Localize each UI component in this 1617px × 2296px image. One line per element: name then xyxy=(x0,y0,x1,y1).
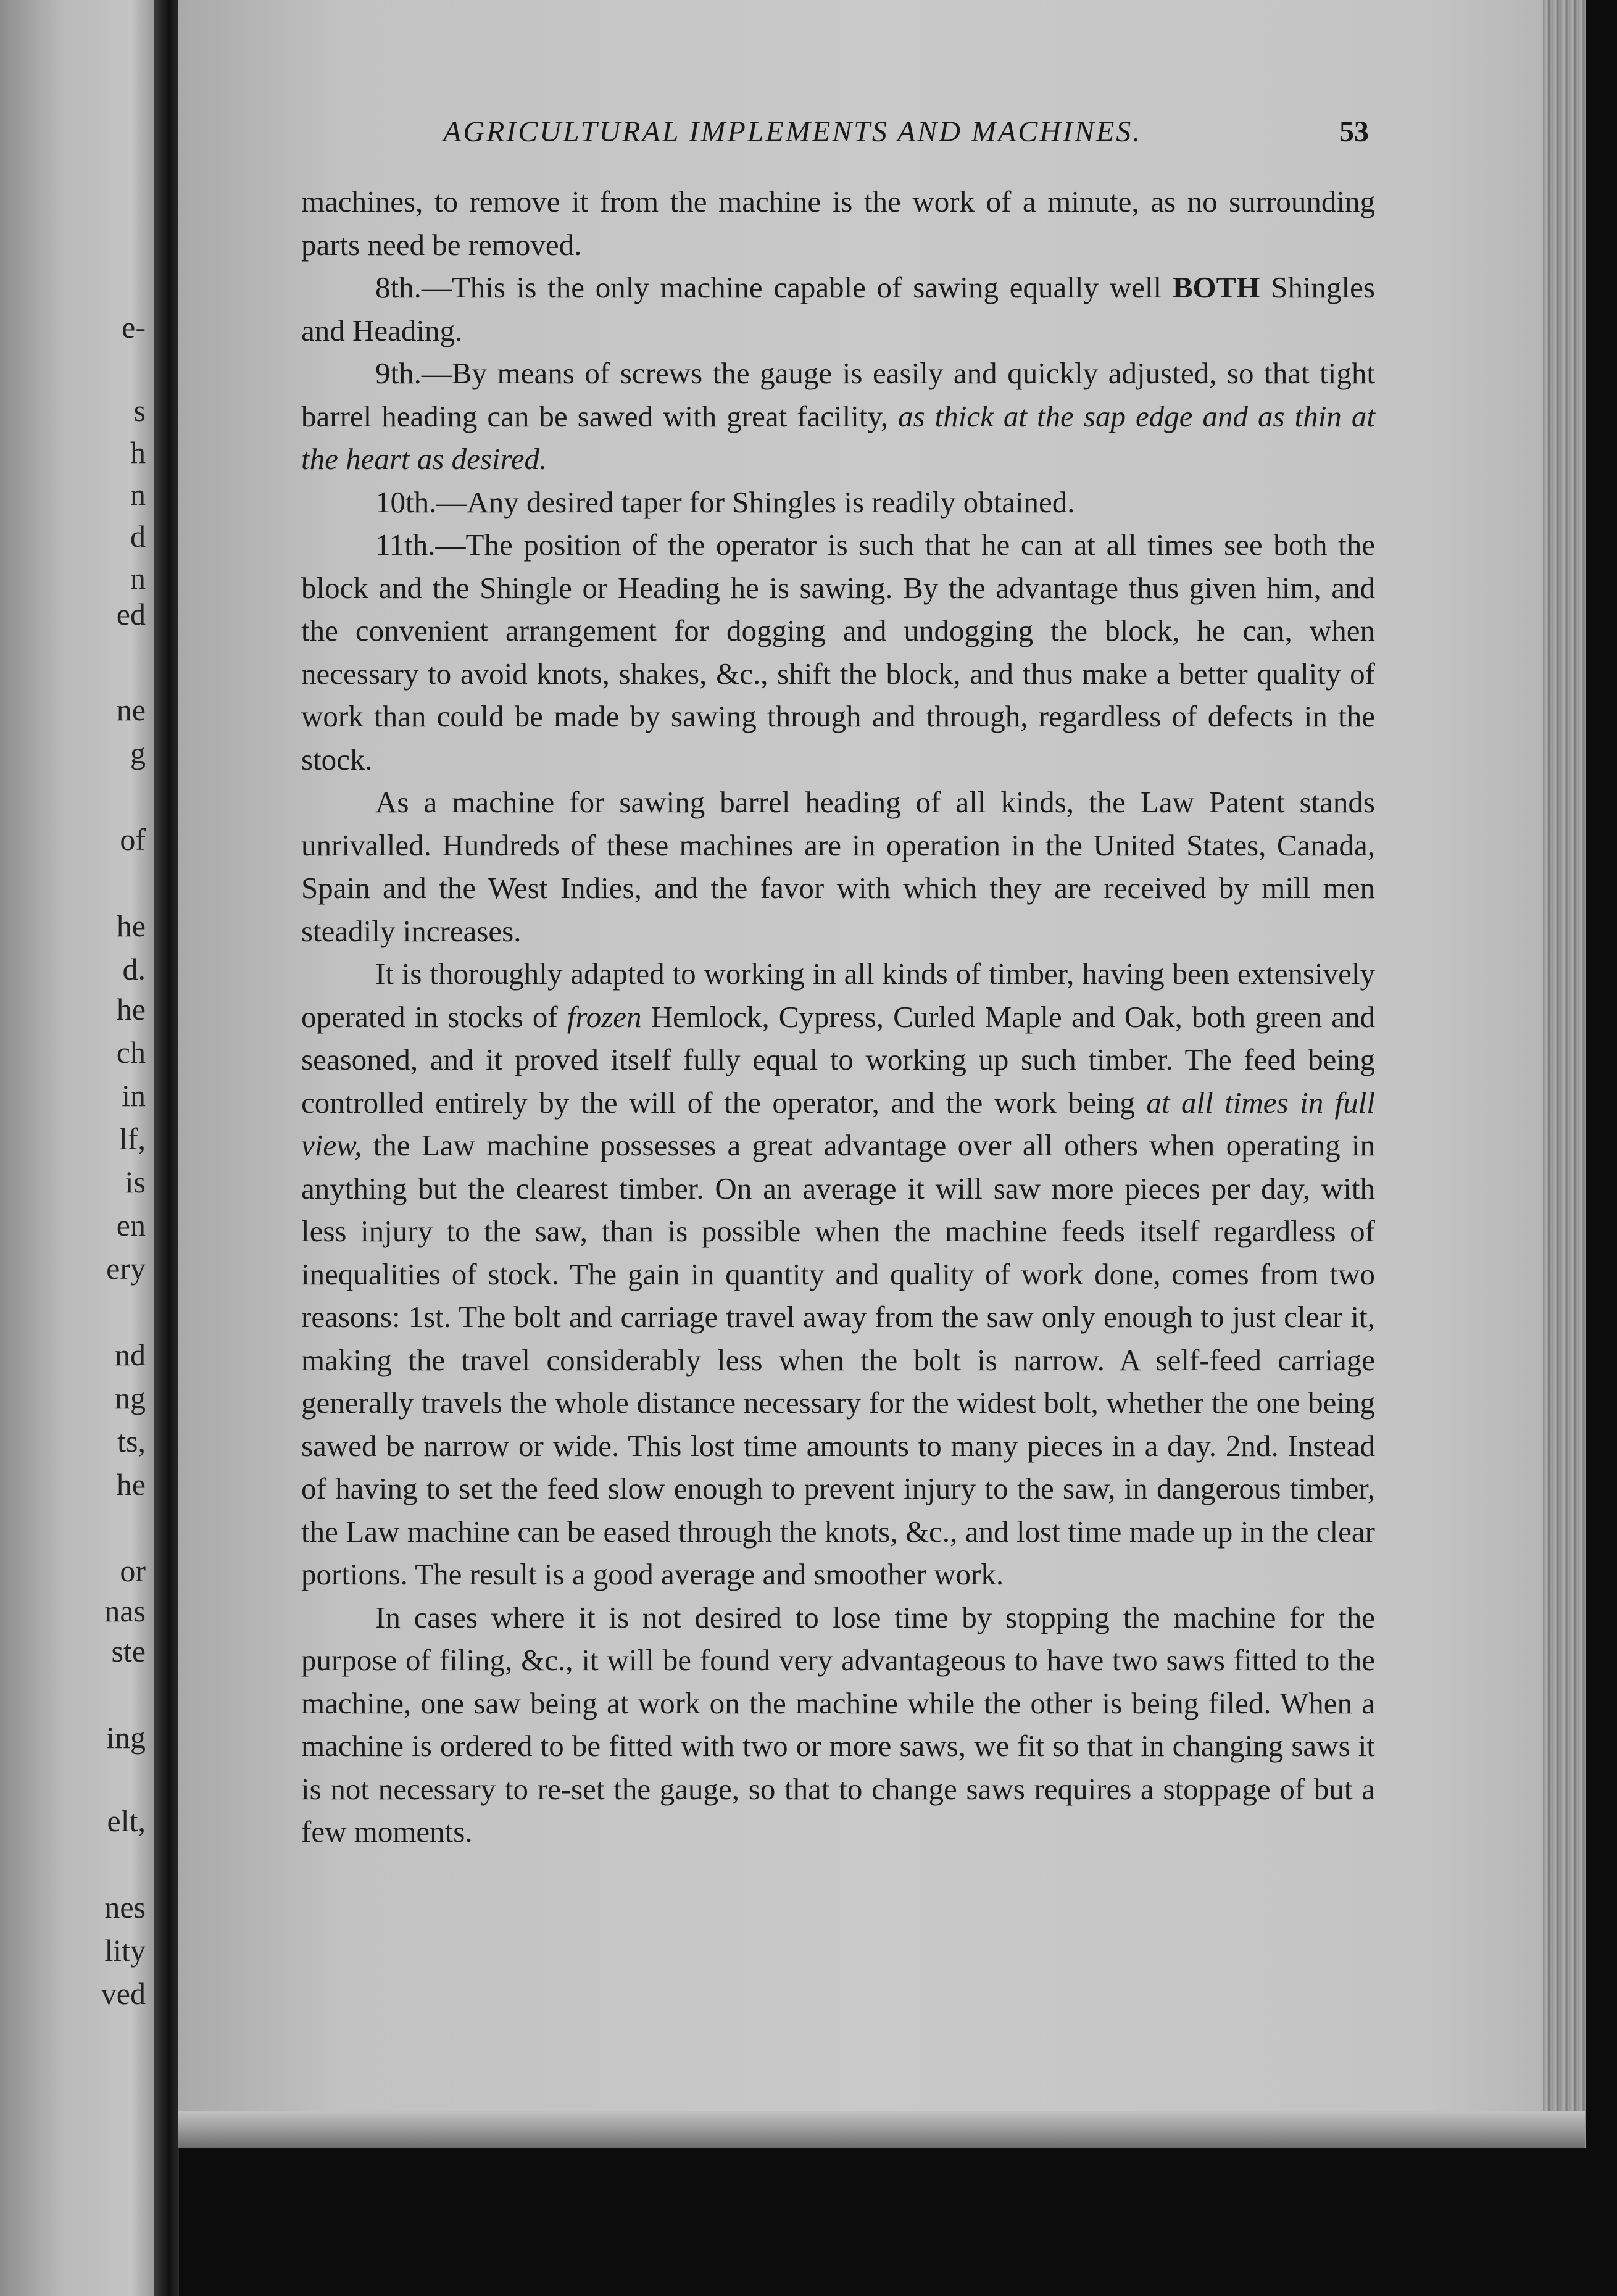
body-text xyxy=(301,180,1375,1853)
facing-page-line-fragment: g xyxy=(130,736,146,770)
text-run: As a machine for sawing barrel heading of all kinds, the Law Patent stands unrivalled. Hundreds of these machines are in operation in the United States, Canada, Spain and the West Indies, and the favor with which they are received by mill men steadily increases. xyxy=(301,785,1375,948)
page-number: 53 xyxy=(1339,115,1369,148)
facing-page-line-fragment: nes xyxy=(104,1890,146,1924)
text-run: the Law machine possesses a great advantage over all others when operating in anything but the clearest timber. On an average it will saw more pieces per day, with less injury to the saw, than is possible when the machine feeds itself regardless of inequalities of stock. The gain in quantity and quality of work done, comes from two reasons: 1st. The bolt and carriage travel away from the saw only enough to just clear it, making the travel considerably less when the bolt is narrow. A self-feed carriage generally travels the whole distance necessary for the widest bolt, whether the one being sawed be narrow or wide. This lost time amounts to many pieces in a day. 2nd. Instead of having to set the feed slow enough to prevent injury to the saw, in dangerous timber, the Law machine can be eased through the knots, &c., and lost time made up in the clear portions. The result is a good average and smoother work. xyxy=(301,1128,1375,1591)
body-paragraph xyxy=(301,523,1375,781)
body-paragraph xyxy=(301,266,1375,352)
facing-page-line-fragment: ed xyxy=(116,597,146,631)
text-run: It is thoroughly adapted to working in all kinds of timber, having been extensively operated in stocks of xyxy=(301,957,1375,1034)
text-run: 8th.—This is the only machine capable of sawing equally well xyxy=(375,270,1173,304)
body-paragraph xyxy=(301,781,1375,952)
text-run: machines, to remove it from the machine is the work of a minute, as no surrounding parts need be removed. xyxy=(301,185,1375,262)
facing-page-line-fragment: is xyxy=(125,1165,146,1199)
body-paragraph xyxy=(301,481,1375,524)
facing-page-line-fragment: d. xyxy=(122,952,146,986)
facing-page-line-fragment: he xyxy=(116,992,146,1026)
text-run: 11th.—The position of the operator is such that he can at all times see both the block and the Shingle or Heading he is sawing. By the advantage thus given him, and the convenient arrangement for dogging and undogging the block, he can, when necessary to avoid knots, shakes, &c., shift the block, and thus make a better quality of work than could be made by sawing through and through, regardless of defects in the stock. xyxy=(301,528,1375,776)
italic-phrase: as thick at the sap edge and as thin at the heart as desired. xyxy=(301,399,1376,476)
text-run: 9th.—By means of screws the gauge is easily and quickly adjusted, so that tight barrel heading can be sawed with great facility, xyxy=(301,356,1375,433)
body-paragraph xyxy=(301,180,1375,266)
facing-page-line-fragment: lity xyxy=(104,1933,146,1968)
italic-phrase: at all times in full view, xyxy=(301,1085,1376,1162)
facing-page-line-fragment: ne xyxy=(116,693,146,727)
book-gutter xyxy=(154,0,179,2296)
italic-phrase: frozen xyxy=(567,999,642,1034)
facing-page-line-fragment: ste xyxy=(111,1634,146,1668)
facing-page-line-fragment: e- xyxy=(122,310,146,344)
text-run: Hemlock, Cypress, Curled Maple and Oak, both green and seasoned, and it proved itself fully equal to working up such timber. The feed being controlled entirely by the will of the operator, and the work being xyxy=(301,999,1376,1120)
facing-page-line-fragment: n xyxy=(130,477,146,512)
facing-page-line-fragment: n xyxy=(130,561,146,596)
body-paragraph xyxy=(301,952,1375,1596)
facing-page-line-fragment: d xyxy=(130,519,146,554)
facing-page-line-fragment: elt, xyxy=(107,1803,146,1838)
body-paragraph xyxy=(301,1596,1375,1853)
facing-page-line-fragment: in xyxy=(122,1078,146,1113)
text-run: 10th.—Any desired taper for Shingles is readily obtained. xyxy=(375,485,1075,519)
facing-page-line-fragment: h xyxy=(130,435,146,470)
page-bottom-edge xyxy=(178,2111,1585,2148)
facing-page-line-fragment: he xyxy=(116,909,146,943)
page-edge-stack xyxy=(1543,0,1586,2148)
facing-page-line-fragment: nas xyxy=(104,1594,146,1628)
facing-page-line-fragment: en xyxy=(116,1208,146,1242)
facing-page-line-fragment: ing xyxy=(106,1720,146,1755)
facing-page-line-fragment: or xyxy=(120,1554,146,1588)
facing-page-line-fragment: nd xyxy=(115,1337,146,1372)
text-run: In cases where it is not desired to lose time by stopping the machine for the purpose of filing, &c., it will be found very advantageous to have two saws fitted to the machine, one saw being at work on the machine while the other is being filed. When a machine is ordered to be fitted with two or more saws, we fit so that in changing saws it is not necessary to re-set the gauge, so that to change saws requires a stoppage of but a few moments. xyxy=(301,1600,1375,1849)
facing-page-line-fragment: ved xyxy=(101,1976,146,2011)
facing-page-strip xyxy=(0,0,154,2296)
facing-page-line-fragment: of xyxy=(120,822,146,857)
facing-page-line-fragment: he xyxy=(116,1467,146,1502)
text-run: Shingles and Heading. xyxy=(301,270,1375,347)
facing-page-line-fragment: ts, xyxy=(117,1424,146,1458)
facing-page-line-fragment: ch xyxy=(116,1035,146,1070)
running-title: AGRICULTURAL IMPLEMENTS AND MACHINES. xyxy=(443,115,1142,148)
facing-page-line-fragment: ery xyxy=(106,1251,146,1286)
small-caps-word: BOTH xyxy=(1172,270,1260,304)
facing-page-line-fragment: lf, xyxy=(118,1121,146,1156)
facing-page-line-fragment: s xyxy=(133,393,146,428)
facing-page-line-fragment: ng xyxy=(115,1381,146,1415)
body-paragraph xyxy=(301,352,1375,481)
